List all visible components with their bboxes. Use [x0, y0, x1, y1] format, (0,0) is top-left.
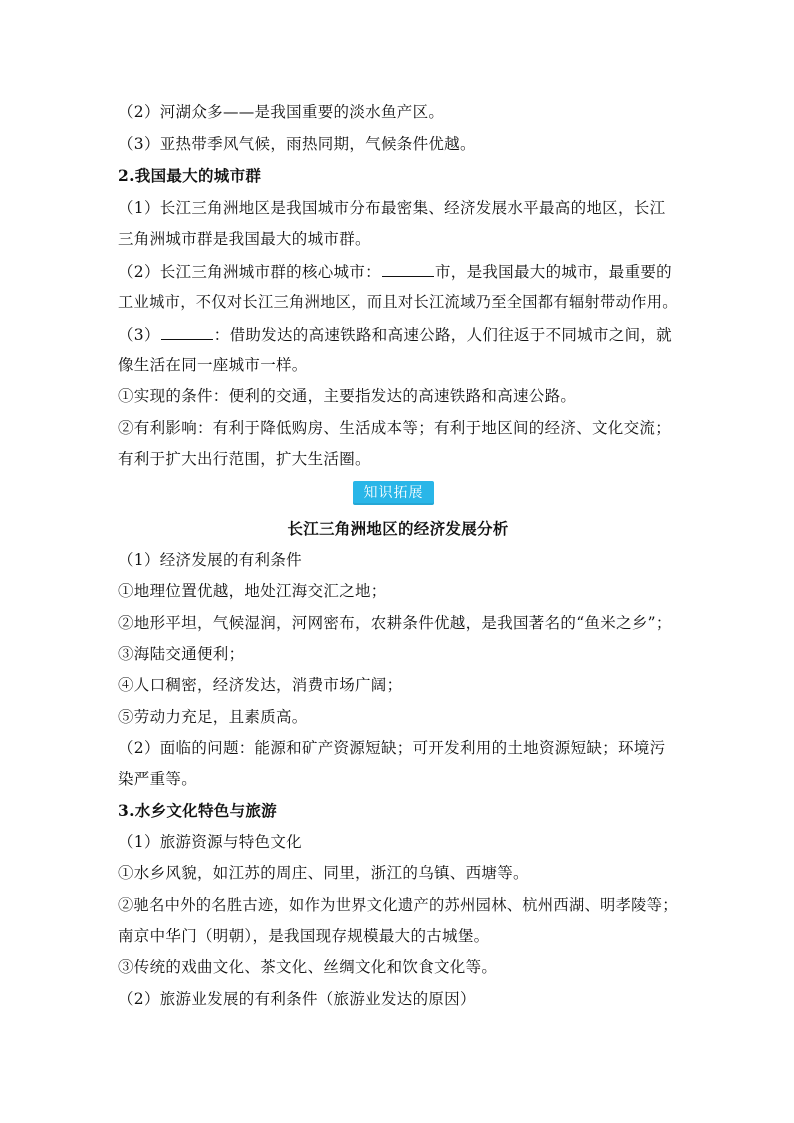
text-segment: （3） — [118, 326, 160, 344]
text-line: 工业城市，不仅对长江三角洲地区，而且对长江流域乃至全国都有辐射带动作用。 — [118, 293, 678, 311]
text-line: 三角洲城市群是我国最大的城市群。 — [118, 230, 371, 248]
text-line: ①地理位置优越，地处江海交汇之地； — [118, 582, 387, 600]
text-line: （2）面临的问题：能源和矿产资源短缺；可开发利用的土地资源短缺；环境污 — [118, 739, 666, 757]
section-heading: 2.我国最大的城市群 — [118, 166, 262, 185]
text-line-with-blank — [118, 261, 678, 282]
fill-in-blank[interactable] — [382, 261, 434, 277]
knowledge-extension-badge: 知识拓展 — [353, 481, 434, 505]
text-line: （1）旅游资源与特色文化 — [118, 833, 302, 851]
text-line: （2）河湖众多——是我国重要的淡水鱼产区。 — [118, 103, 445, 121]
text-line: ③海陆交通便利； — [118, 645, 245, 663]
extension-title: 长江三角洲地区的经济发展分析 — [287, 519, 509, 538]
text-line: ④人口稠密，经济发达，消费市场广阔； — [118, 676, 403, 694]
section-heading: 3.水乡文化特色与旅游 — [118, 801, 277, 820]
text-line: ②驰名中外的名胜古迹，如作为世界文化遗产的苏州园林、杭州西湖、明孝陵等； — [118, 896, 678, 914]
fill-in-blank[interactable] — [161, 324, 213, 340]
text-segment: （2）长江三角洲城市群的核心城市： — [118, 263, 381, 281]
text-line: （2）旅游业发展的有利条件（旅游业发达的原因） — [118, 990, 476, 1008]
text-line: ⑤劳动力充足，且素质高。 — [118, 708, 308, 726]
text-line: ①水乡风貌，如江苏的周庄、同里，浙江的乌镇、西塘等。 — [118, 864, 529, 882]
text-line: 南京中华门（明朝），是我国现存规模最大的古城堡。 — [118, 927, 490, 945]
text-line: ①实现的条件：便利的交通，主要指发达的高速铁路和高速公路。 — [118, 387, 577, 405]
text-line: ②地形平坦，气候湿润，河网密布，农耕条件优越，是我国著名的“鱼米之乡”； — [118, 614, 672, 632]
text-line: 像生活在同一座城市一样。 — [118, 356, 308, 374]
text-segment: 市，是我国最大的城市，最重要的 — [434, 263, 672, 281]
text-line: 有利于扩大出行范围，扩大生活圈。 — [118, 450, 371, 468]
text-line: （1）经济发展的有利条件 — [118, 551, 302, 569]
text-line-with-blank — [118, 324, 678, 345]
text-line: （1）长江三角洲地区是我国城市分布最密集、经济发展水平最高的地区，长江 — [118, 199, 666, 217]
text-line: ②有利影响：有利于降低购房、生活成本等；有利于地区间的经济、文化交流； — [118, 419, 672, 437]
text-line: （3）亚热带季风气候，雨热同期，气候条件优越。 — [118, 135, 476, 153]
text-line: 染严重等。 — [118, 770, 198, 788]
text-segment: ：借助发达的高速铁路和高速公路，人们往返于不同城市之间，就 — [213, 326, 672, 344]
text-line: ③传统的戏曲文化、茶文化、丝绸文化和饮食文化等。 — [118, 958, 498, 976]
